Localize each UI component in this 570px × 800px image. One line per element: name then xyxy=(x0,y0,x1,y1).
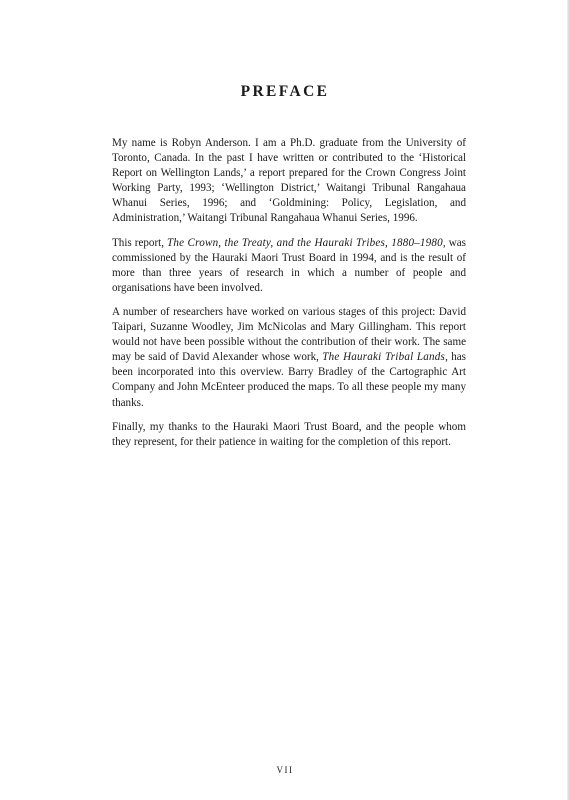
paragraph-text: , was commissioned by the Hauraki Maori Trust Board in 1994, and is the result of more than three years of research in which a number of people and organisations have been involved. xyxy=(112,236,466,294)
page-number: VII xyxy=(276,765,294,775)
preface-body xyxy=(112,136,466,459)
paragraph-text: , has been incorporated into this overview. Barry Bradley of the Cartographic Art Company and John McEnteer produced the maps. To all these people my many thanks. xyxy=(112,351,466,409)
paragraph-text: My name is Robyn Anderson. I am a Ph.D. graduate from the University of Toronto, Canada. In the past I have written or contributed to the ‘Historical Report on Wellington Lands,’ a report prepared for the Crown Congress Joint Working Party, 1993; ‘Wellington District,’ Waitangi Tribunal Rangahaua Whanui Series, 1996; and ‘Goldmining: Policy, Legislation, and Administration,’ Waitangi Tribunal Rangahaua Whanui Series, 1996. xyxy=(112,137,466,225)
work-title-italic: The Hauraki Tribal Lands xyxy=(322,351,446,364)
paragraph-text: Finally, my thanks to the Hauraki Maori Trust Board, and the people whom they represent, for their patience in waiting for the completion of this report. xyxy=(112,420,466,448)
paragraph-report-intro xyxy=(112,236,466,296)
page-title: PREFACE xyxy=(240,83,330,100)
report-title-italic: The Crown, the Treaty, and the Hauraki Tribes, 1880–1980 xyxy=(167,236,443,249)
paragraph-text: This report, xyxy=(112,236,168,249)
paragraph-thanks xyxy=(112,420,466,450)
paragraph-author-background xyxy=(112,136,466,227)
paragraph-text: A number of researchers have worked on various stages of this project: David Taipari, Suzanne Woodley, Jim McNicolas and Mary Gillingham. This report would not have been possible without the contribution of their work. The same may be said of David Alexander whose work, xyxy=(112,305,466,364)
paragraph-researchers xyxy=(112,305,466,411)
